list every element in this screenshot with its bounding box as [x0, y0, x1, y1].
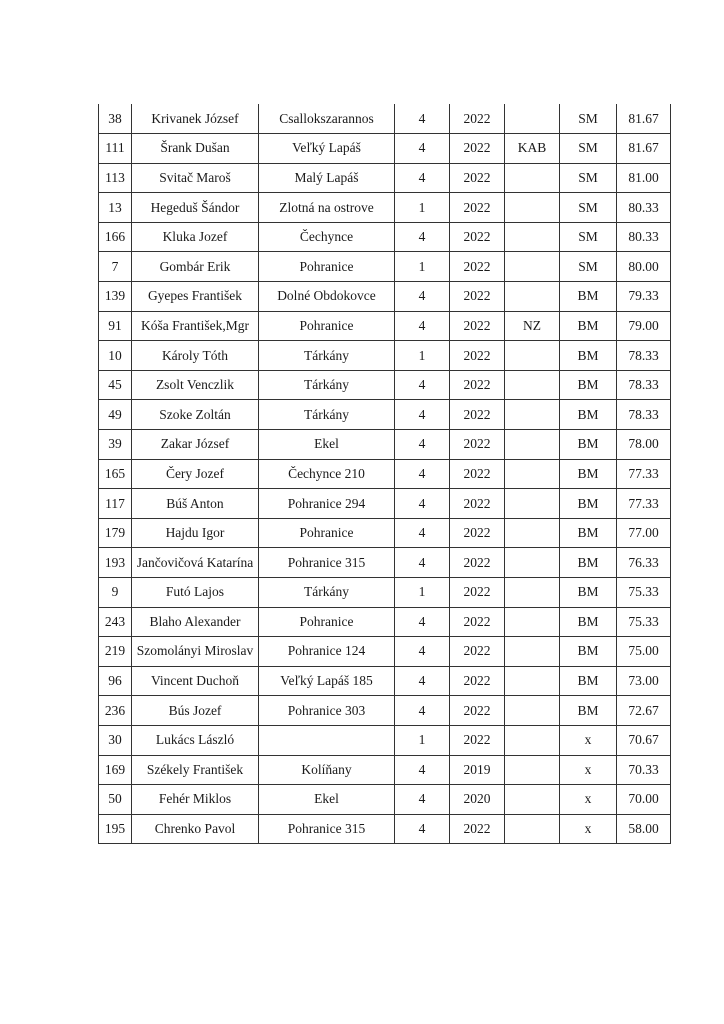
entry-number-cell: 50	[99, 785, 132, 815]
entry-number-cell: 166	[99, 222, 132, 252]
location-cell: Dolné Obdokovce	[259, 282, 395, 312]
category-cell: 4	[395, 222, 450, 252]
results-table-body	[99, 104, 671, 844]
score-cell: 78.33	[617, 341, 671, 371]
member-name-cell: Blaho Alexander	[132, 607, 259, 637]
entry-number-cell: 45	[99, 370, 132, 400]
score-cell: 78.33	[617, 370, 671, 400]
year-cell: 2022	[450, 725, 505, 755]
score-cell: 77.33	[617, 459, 671, 489]
member-name-cell: Čery Jozef	[132, 459, 259, 489]
year-cell: 2022	[450, 193, 505, 223]
location-cell: Čechynce 210	[259, 459, 395, 489]
score-cell: 81.67	[617, 134, 671, 164]
grade-cell: SM	[560, 193, 617, 223]
member-name-cell: Svitač Maroš	[132, 163, 259, 193]
award-cell	[505, 400, 560, 430]
score-cell: 70.67	[617, 725, 671, 755]
entry-number-cell: 96	[99, 666, 132, 696]
entry-number-cell: 219	[99, 637, 132, 667]
member-name-cell: Chrenko Pavol	[132, 814, 259, 844]
member-name-cell: Futó Lajos	[132, 578, 259, 608]
year-cell: 2022	[450, 814, 505, 844]
member-name-cell: Jančovičová Katarína	[132, 548, 259, 578]
entry-number-cell: 49	[99, 400, 132, 430]
location-cell	[259, 725, 395, 755]
score-cell: 58.00	[617, 814, 671, 844]
location-cell: Pohranice	[259, 311, 395, 341]
award-cell	[505, 548, 560, 578]
table-row	[99, 222, 671, 252]
year-cell: 2022	[450, 666, 505, 696]
table-row	[99, 814, 671, 844]
grade-cell: BM	[560, 518, 617, 548]
location-cell: Pohranice	[259, 518, 395, 548]
member-name-cell: Gombár Erik	[132, 252, 259, 282]
category-cell: 4	[395, 163, 450, 193]
year-cell: 2022	[450, 518, 505, 548]
location-cell: Veľký Lapáš 185	[259, 666, 395, 696]
award-cell	[505, 518, 560, 548]
member-name-cell: Gyepes František	[132, 282, 259, 312]
category-cell: 4	[395, 134, 450, 164]
year-cell: 2022	[450, 400, 505, 430]
year-cell: 2019	[450, 755, 505, 785]
entry-number-cell: 169	[99, 755, 132, 785]
member-name-cell: Zsolt Venczlik	[132, 370, 259, 400]
category-cell: 4	[395, 518, 450, 548]
grade-cell: BM	[560, 311, 617, 341]
table-row	[99, 489, 671, 519]
award-cell	[505, 341, 560, 371]
award-cell	[505, 222, 560, 252]
member-name-cell: Székely František	[132, 755, 259, 785]
score-cell: 80.33	[617, 222, 671, 252]
category-cell: 4	[395, 104, 450, 134]
award-cell	[505, 814, 560, 844]
award-cell	[505, 666, 560, 696]
category-cell: 4	[395, 459, 450, 489]
table-row	[99, 666, 671, 696]
table-row	[99, 607, 671, 637]
category-cell: 4	[395, 311, 450, 341]
table-row	[99, 755, 671, 785]
category-cell: 4	[395, 666, 450, 696]
score-cell: 72.67	[617, 696, 671, 726]
table-row	[99, 578, 671, 608]
entry-number-cell: 117	[99, 489, 132, 519]
grade-cell: BM	[560, 607, 617, 637]
category-cell: 4	[395, 370, 450, 400]
location-cell: Čechynce	[259, 222, 395, 252]
grade-cell: BM	[560, 637, 617, 667]
category-cell: 4	[395, 282, 450, 312]
score-cell: 80.33	[617, 193, 671, 223]
year-cell: 2022	[450, 341, 505, 371]
score-cell: 76.33	[617, 548, 671, 578]
year-cell: 2022	[450, 607, 505, 637]
year-cell: 2022	[450, 370, 505, 400]
year-cell: 2022	[450, 311, 505, 341]
year-cell: 2022	[450, 163, 505, 193]
grade-cell: BM	[560, 548, 617, 578]
category-cell: 4	[395, 637, 450, 667]
table-row	[99, 311, 671, 341]
member-name-cell: Fehér Miklos	[132, 785, 259, 815]
location-cell: Pohranice 124	[259, 637, 395, 667]
entry-number-cell: 111	[99, 134, 132, 164]
member-name-cell: Hajdu Igor	[132, 518, 259, 548]
entry-number-cell: 179	[99, 518, 132, 548]
grade-cell: SM	[560, 104, 617, 134]
score-cell: 78.33	[617, 400, 671, 430]
category-cell: 1	[395, 725, 450, 755]
table-row	[99, 637, 671, 667]
score-cell: 70.00	[617, 785, 671, 815]
location-cell: Pohranice	[259, 607, 395, 637]
category-cell: 4	[395, 785, 450, 815]
table-row	[99, 282, 671, 312]
results-table	[98, 104, 671, 844]
grade-cell: SM	[560, 163, 617, 193]
location-cell: Pohranice 315	[259, 548, 395, 578]
entry-number-cell: 91	[99, 311, 132, 341]
entry-number-cell: 7	[99, 252, 132, 282]
member-name-cell: Szomolányi Miroslav	[132, 637, 259, 667]
location-cell: Csallokszarannos	[259, 104, 395, 134]
award-cell	[505, 755, 560, 785]
entry-number-cell: 165	[99, 459, 132, 489]
member-name-cell: Vincent Duchoň	[132, 666, 259, 696]
location-cell: Malý Lapáš	[259, 163, 395, 193]
member-name-cell: Šrank Dušan	[132, 134, 259, 164]
year-cell: 2022	[450, 222, 505, 252]
grade-cell: BM	[560, 489, 617, 519]
table-row	[99, 134, 671, 164]
award-cell: NZ	[505, 311, 560, 341]
entry-number-cell: 10	[99, 341, 132, 371]
location-cell: Zlotná na ostrove	[259, 193, 395, 223]
grade-cell: BM	[560, 430, 617, 460]
award-cell	[505, 193, 560, 223]
category-cell: 1	[395, 193, 450, 223]
year-cell: 2022	[450, 489, 505, 519]
member-name-cell: Kóša František,Mgr	[132, 311, 259, 341]
award-cell	[505, 725, 560, 755]
award-cell	[505, 489, 560, 519]
year-cell: 2022	[450, 548, 505, 578]
year-cell: 2022	[450, 696, 505, 726]
table-row	[99, 341, 671, 371]
grade-cell: x	[560, 755, 617, 785]
location-cell: Pohranice 315	[259, 814, 395, 844]
category-cell: 4	[395, 400, 450, 430]
table-row	[99, 370, 671, 400]
grade-cell: SM	[560, 134, 617, 164]
location-cell: Pohranice 303	[259, 696, 395, 726]
year-cell: 2022	[450, 578, 505, 608]
entry-number-cell: 236	[99, 696, 132, 726]
score-cell: 75.00	[617, 637, 671, 667]
table-row	[99, 163, 671, 193]
grade-cell: BM	[560, 696, 617, 726]
entry-number-cell: 13	[99, 193, 132, 223]
score-cell: 79.33	[617, 282, 671, 312]
award-cell	[505, 785, 560, 815]
year-cell: 2022	[450, 637, 505, 667]
award-cell	[505, 459, 560, 489]
table-row	[99, 400, 671, 430]
entry-number-cell: 195	[99, 814, 132, 844]
score-cell: 77.33	[617, 489, 671, 519]
grade-cell: BM	[560, 459, 617, 489]
award-cell	[505, 252, 560, 282]
entry-number-cell: 193	[99, 548, 132, 578]
member-name-cell: Krivanek József	[132, 104, 259, 134]
score-cell: 81.00	[617, 163, 671, 193]
location-cell: Tárkány	[259, 341, 395, 371]
entry-number-cell: 139	[99, 282, 132, 312]
category-cell: 1	[395, 341, 450, 371]
member-name-cell: Lukács László	[132, 725, 259, 755]
entry-number-cell: 9	[99, 578, 132, 608]
category-cell: 4	[395, 548, 450, 578]
member-name-cell: Szoke Zoltán	[132, 400, 259, 430]
score-cell: 81.67	[617, 104, 671, 134]
grade-cell: SM	[560, 252, 617, 282]
category-cell: 4	[395, 489, 450, 519]
grade-cell: BM	[560, 341, 617, 371]
member-name-cell: Hegeduš Šándor	[132, 193, 259, 223]
location-cell: Tárkány	[259, 370, 395, 400]
table-row	[99, 548, 671, 578]
table-row	[99, 104, 671, 134]
category-cell: 4	[395, 814, 450, 844]
grade-cell: x	[560, 814, 617, 844]
score-cell: 70.33	[617, 755, 671, 785]
table-row	[99, 252, 671, 282]
award-cell	[505, 430, 560, 460]
entry-number-cell: 113	[99, 163, 132, 193]
award-cell	[505, 104, 560, 134]
table-row	[99, 725, 671, 755]
score-cell: 77.00	[617, 518, 671, 548]
location-cell: Ekel	[259, 785, 395, 815]
table-row	[99, 518, 671, 548]
year-cell: 2022	[450, 430, 505, 460]
member-name-cell: Kluka Jozef	[132, 222, 259, 252]
year-cell: 2020	[450, 785, 505, 815]
year-cell: 2022	[450, 252, 505, 282]
location-cell: Pohranice 294	[259, 489, 395, 519]
table-row	[99, 459, 671, 489]
table-row	[99, 193, 671, 223]
table-row	[99, 696, 671, 726]
award-cell	[505, 282, 560, 312]
year-cell: 2022	[450, 104, 505, 134]
table-row	[99, 430, 671, 460]
grade-cell: SM	[560, 222, 617, 252]
entry-number-cell: 30	[99, 725, 132, 755]
score-cell: 75.33	[617, 607, 671, 637]
year-cell: 2022	[450, 459, 505, 489]
year-cell: 2022	[450, 134, 505, 164]
award-cell: KAB	[505, 134, 560, 164]
location-cell: Pohranice	[259, 252, 395, 282]
entry-number-cell: 39	[99, 430, 132, 460]
grade-cell: BM	[560, 370, 617, 400]
member-name-cell: Zakar József	[132, 430, 259, 460]
category-cell: 4	[395, 430, 450, 460]
member-name-cell: Bús Jozef	[132, 696, 259, 726]
category-cell: 4	[395, 755, 450, 785]
grade-cell: BM	[560, 578, 617, 608]
award-cell	[505, 637, 560, 667]
grade-cell: x	[560, 785, 617, 815]
grade-cell: BM	[560, 282, 617, 312]
score-cell: 78.00	[617, 430, 671, 460]
category-cell: 4	[395, 607, 450, 637]
category-cell: 1	[395, 252, 450, 282]
award-cell	[505, 696, 560, 726]
grade-cell: BM	[560, 400, 617, 430]
member-name-cell: Károly Tóth	[132, 341, 259, 371]
award-cell	[505, 607, 560, 637]
score-cell: 73.00	[617, 666, 671, 696]
grade-cell: BM	[560, 666, 617, 696]
award-cell	[505, 370, 560, 400]
table-row	[99, 785, 671, 815]
location-cell: Ekel	[259, 430, 395, 460]
entry-number-cell: 243	[99, 607, 132, 637]
category-cell: 1	[395, 578, 450, 608]
entry-number-cell: 38	[99, 104, 132, 134]
location-cell: Veľký Lapáš	[259, 134, 395, 164]
award-cell	[505, 578, 560, 608]
category-cell: 4	[395, 696, 450, 726]
location-cell: Tárkány	[259, 578, 395, 608]
award-cell	[505, 163, 560, 193]
member-name-cell: Búš Anton	[132, 489, 259, 519]
score-cell: 75.33	[617, 578, 671, 608]
score-cell: 80.00	[617, 252, 671, 282]
score-cell: 79.00	[617, 311, 671, 341]
grade-cell: x	[560, 725, 617, 755]
location-cell: Kolíňany	[259, 755, 395, 785]
location-cell: Tárkány	[259, 400, 395, 430]
year-cell: 2022	[450, 282, 505, 312]
